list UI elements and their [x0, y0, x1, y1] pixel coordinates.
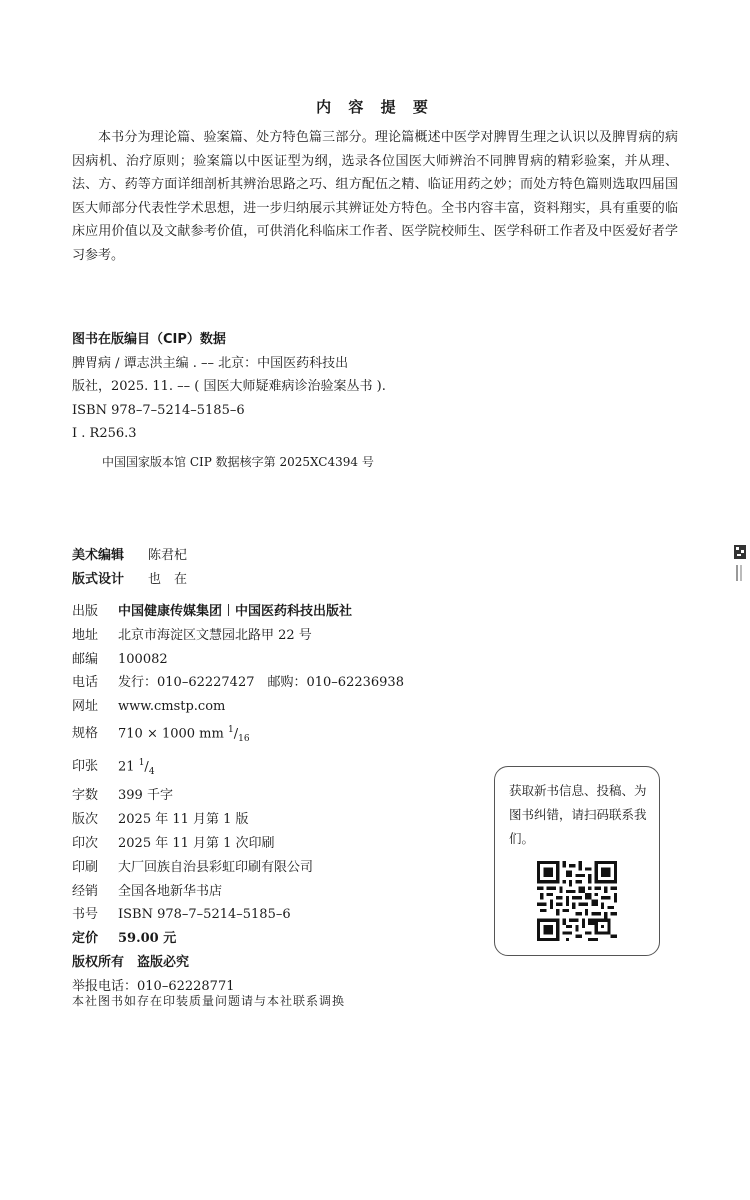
- role-value: 也 在: [148, 571, 188, 587]
- address-row: [72, 624, 404, 648]
- web-label: 网址: [72, 699, 99, 715]
- phone-row: [72, 671, 404, 695]
- distributor-value: 全国各地新华书店: [118, 883, 223, 899]
- isbn-row: [72, 903, 404, 927]
- price-label: 定价: [72, 931, 99, 947]
- qr-box-text: 获取新书信息、投稿、为图书纠错，请扫码联系我们。: [509, 783, 647, 846]
- quality-notice: 本社图书如存在印装质量问题请与本社联系调换: [72, 994, 346, 1008]
- cip-line-4: Ⅰ . R256.3: [72, 426, 137, 441]
- printer-label: 印刷: [72, 859, 99, 875]
- printing-row: [72, 832, 404, 856]
- publisher-group: 中国健康传媒集团: [118, 604, 223, 619]
- format-numerator: 1: [227, 724, 234, 735]
- cip-block: [72, 328, 386, 446]
- report-row: 举报电话：010–62228771: [72, 978, 235, 994]
- summary-title: 内 容 提 要: [316, 98, 434, 116]
- distributor-label: 经销: [72, 883, 99, 899]
- sheets-value: 21: [118, 759, 135, 775]
- printer-row: [72, 856, 404, 880]
- edition-row: [72, 808, 404, 832]
- price-row: [72, 927, 404, 951]
- publisher-row: [72, 600, 404, 624]
- web-row: [72, 695, 404, 719]
- printing-label: 印次: [72, 836, 99, 852]
- sheets-row: 印张 21 $^1/_4$: [72, 752, 404, 785]
- printer-value: 大厂回族自治县彩虹印刷有限公司: [118, 859, 314, 875]
- sheets-label: 印张: [72, 759, 99, 775]
- address-label: 地址: [72, 627, 99, 643]
- editor-roles: [72, 544, 187, 591]
- postcode-value: 100082: [118, 651, 168, 667]
- separator: [228, 604, 229, 616]
- edition-label: 版次: [72, 812, 99, 828]
- postcode-label: 邮编: [72, 651, 99, 667]
- distributor-row: [72, 880, 404, 904]
- cip-number: 中国国家版本馆 CIP 数据核字第 2025XC4394 号: [102, 455, 374, 469]
- format-value: 710 × 1000 mm: [118, 726, 224, 742]
- role-label: 美术编辑: [72, 548, 125, 563]
- qr-box: [494, 766, 660, 956]
- format-label: 规格: [72, 726, 99, 742]
- role-label: 版式设计: [72, 571, 125, 587]
- sheets-denominator: 4: [148, 766, 155, 777]
- sheets-numerator: 1: [138, 757, 145, 768]
- qr-code-icon[interactable]: [537, 861, 617, 941]
- publisher-label: 出版: [72, 604, 99, 619]
- isbn-value: ISBN 978–7–5214–5185–6: [118, 907, 291, 923]
- side-barcode-mark: [733, 545, 747, 605]
- role-value: 陈君杞: [148, 548, 188, 563]
- role-row: [72, 544, 187, 568]
- edition-value: 2025 年 11 月第 1 版: [118, 812, 249, 828]
- publisher-name: 中国医药科技出版社: [235, 604, 353, 619]
- cip-line-3: ISBN 978–7–5214–5185–6: [72, 402, 245, 418]
- words-value: 399 千字: [118, 788, 173, 804]
- cip-line-1: 脾胃病 / 谭志洪主编 . –– 北京：中国医药科技出: [72, 355, 349, 371]
- words-label: 字数: [72, 788, 99, 804]
- format-row: 规格 710 × 1000 mm $^1/_{16}$: [72, 719, 404, 752]
- phone-value: 发行：010–62227427 邮购：010–62236938: [118, 675, 404, 691]
- words-row: [72, 784, 404, 808]
- web-value: www.cmstp.com: [118, 699, 226, 715]
- role-row: [72, 568, 187, 592]
- format-denominator: 16: [238, 733, 250, 744]
- isbn-label: 书号: [72, 907, 99, 923]
- postcode-row: [72, 648, 404, 672]
- summary-text: 本书分为理论篇、验案篇、处方特色篇三部分。理论篇概述中医学对脾胃生理之认识以及脾胃病的病因病机、治疗原则；验案篇以中医证型为纲，选录各位国医大师辨治不同脾胃病的精彩验案，并从理、法、方、药等方面详细剖析其辨治思路之巧、组方配伍之精、临证用药之妙；而处方特色篇则选取四届国医大师部分代表性学术思想，进一步归纳展示其辨证处方特色。全书内容丰富，资料翔实，具有重要的临床应用价值以及文献参考价值，可供消化科临床工作者、医学院校师生、医学科研工作者及中医爱好者学习参考。: [72, 130, 678, 263]
- printing-value: 2025 年 11 月第 1 次印刷: [118, 836, 275, 852]
- cip-line-2: 版社，2025. 11. –– ( 国医大师疑难病诊治验案丛书 ).: [72, 379, 386, 394]
- phone-label: 电话: [72, 675, 99, 691]
- address-value: 北京市海淀区文慧园北路甲 22 号: [118, 627, 312, 643]
- price-value: 59.00 元: [118, 931, 177, 947]
- publication-info: [72, 600, 404, 999]
- rights-row: 版权所有 盗版必究: [72, 955, 190, 970]
- cip-heading: 图书在版编目（CIP）数据: [72, 332, 226, 347]
